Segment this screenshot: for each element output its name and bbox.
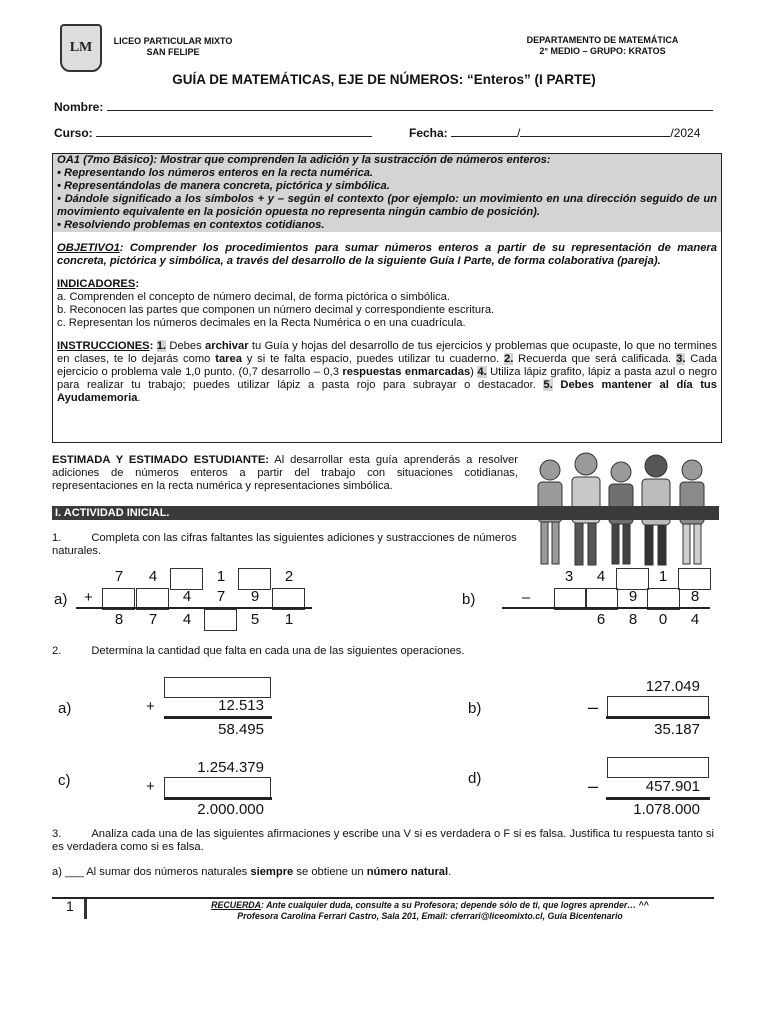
fecha-label: Fecha:: [409, 126, 448, 140]
digit: 8: [690, 588, 700, 605]
curso-label: Curso:: [54, 126, 93, 140]
q2a-label: a): [58, 700, 72, 717]
digit: 3: [564, 568, 574, 585]
q2c-label: c): [58, 772, 71, 789]
q1a-label: a): [54, 591, 68, 608]
digit: 4: [182, 611, 192, 628]
instr-number: 4.: [477, 366, 487, 378]
indicadores-block: [53, 278, 721, 330]
question-1: [52, 532, 518, 558]
instr-emphasis: archivar: [205, 340, 249, 352]
question-text: Completa con las cifras faltantes las siguientes adiciones y sustracciones de números naturales.: [52, 532, 517, 557]
digit: 9: [250, 588, 260, 605]
instr-text: Utiliza lápiz grafito, lápiz a pasta azul o negro para realizar tu trabajo; puedes utilizar lápiz a pasta rojo para subrayar o destacador.: [57, 366, 717, 391]
q3a-statement[interactable]: [52, 866, 714, 879]
q1b-grid: [554, 568, 710, 632]
q2d-given: 457.901: [645, 778, 700, 795]
fecha-year: /2024: [670, 126, 701, 140]
footer-text: [150, 900, 710, 922]
instr-emphasis: tarea: [215, 353, 242, 365]
digit: 6: [596, 611, 606, 628]
q2d-result: 1.078.000: [633, 801, 700, 818]
statement-emphasis: número natural: [366, 866, 449, 878]
sum-line: [76, 607, 312, 609]
indicador-item: c. Representan los números decimales en la Recta Numérica o en una cuadrícula.: [57, 317, 466, 329]
logo-text: LM: [69, 40, 93, 55]
indicadores-colon: :: [135, 278, 140, 290]
footer-line2: Profesora Carolina Ferrari Castro, Sala 201, Email: cferrari@liceomixto.cl, Guía Bicentenario: [237, 911, 623, 921]
q1b-label: b): [462, 591, 476, 608]
q2c-operator: +: [146, 778, 155, 795]
instr-number: 3.: [676, 353, 686, 365]
answer-box[interactable]: [616, 568, 649, 590]
digit: 1: [284, 611, 294, 628]
sum-line: [164, 797, 272, 800]
q2c-result: 2.000.000: [197, 801, 264, 818]
question-text: Analiza cada una de las siguientes afirmaciones y escribe una V si es verdadera o F si es falsa. Justifica tu respuesta tanto si es verdadera como si es falsa.: [52, 828, 714, 853]
nombre-field: [54, 99, 713, 114]
fecha-separator: /: [517, 126, 521, 140]
question-number: 3.: [52, 828, 62, 840]
oa-line: OA1 (7mo Básico): Mostrar que comprenden la adición y la sustracción de números enteros:: [57, 154, 551, 166]
instr-text: y si te falta espacio, puedes utilizar tu cuaderno.: [241, 353, 505, 365]
digit: 7: [114, 568, 124, 585]
oa-line: • Representando los números enteros en la recta numérica.: [57, 167, 374, 179]
digit: 4: [690, 611, 700, 628]
instr-text: Debes: [166, 340, 206, 352]
instr-number: 1.: [156, 340, 167, 352]
oa-block: [53, 154, 721, 232]
question-number: 2.: [52, 645, 62, 657]
statement-text: a) ___ Al sumar dos números naturales: [52, 866, 251, 878]
q2b-operator: –: [588, 697, 599, 717]
digit: 4: [182, 588, 192, 605]
sum-line: [164, 716, 272, 719]
q2a-result: 58.495: [218, 721, 264, 738]
q2d-label: d): [468, 770, 482, 787]
curso-field: [54, 125, 372, 140]
digit: 7: [148, 611, 158, 628]
q2c-answer-box[interactable]: [164, 777, 271, 798]
intro-text: Al desarrollar esta guía aprenderás a resolver adiciones de números enteros a partir del trabajo con situaciones cotidianas, representaciones en la recta numérica y representaciones simbólica.: [52, 454, 519, 492]
subtraction-line: [502, 607, 710, 609]
page-number: 1: [66, 898, 74, 914]
page-title: GUÍA DE MATEMÁTICAS, EJE DE NÚMEROS: “Enteros” (I PARTE): [172, 72, 596, 87]
school-logo: [60, 24, 102, 72]
nombre-label: Nombre:: [54, 100, 104, 114]
dept-line1: DEPARTAMENTO DE MATEMÁTICA: [526, 35, 679, 45]
fecha-field: [409, 125, 700, 140]
question-2: [52, 645, 652, 658]
question-text: Determina la cantidad que falta en cada una de las siguientes operaciones.: [91, 645, 465, 657]
q2b-label: b): [468, 700, 482, 717]
instrucciones-label: INSTRUCCIONES: [57, 340, 150, 352]
fecha-month-blank[interactable]: [520, 125, 670, 137]
digit: 1: [658, 568, 668, 585]
indicador-item: b. Reconocen las partes que componen un número decimal y correspondiente escritura.: [57, 304, 495, 316]
subtraction-line: [606, 716, 710, 719]
statement-emphasis: siempre: [250, 866, 294, 878]
fecha-day-blank[interactable]: [451, 125, 517, 137]
subtraction-line: [606, 797, 710, 800]
q2b-top: 127.049: [645, 678, 700, 695]
oa-line: • Representándolas de manera concreta, pictórica y simbólica.: [57, 180, 390, 192]
q2a-operator: +: [146, 698, 155, 715]
footer-line1: : Ante cualquier duda, consulte a su Profesora; depende sólo de ti, que logres aprender… ^^: [261, 900, 649, 910]
school-name: [108, 36, 238, 58]
nombre-blank[interactable]: [107, 99, 713, 111]
instrucciones-paragraph: INSTRUCCIONES: 1. Debes archivar tu Guía y hojas del desarrollo de tus ejercicios y problemas que ocupaste, lo que no termines en clases, te lo dejarás como tarea y si te falta espacio, puedes utilizar tu cuaderno. 2. Recuerda que será calificada. 3. Cada ejercicio o problema vale 1,0 punto. (0,7 desarrollo – 0,3 respuestas enmarcadas) 4. Utiliza lápiz grafito, lápiz a pasta azul o negro para realizar tu trabajo; puedes utilizar lápiz a pasta rojo para subrayar o destacador. 5. Debes mantener al día tus Ayudamemoria.: [57, 340, 718, 404]
department-info: [500, 35, 705, 57]
digit: 0: [658, 611, 668, 628]
school-line1: LICEO PARTICULAR MIXTO: [113, 36, 233, 46]
answer-box[interactable]: [238, 568, 271, 590]
page-number-bar: [84, 899, 87, 919]
digit: 1: [216, 568, 226, 585]
instr-text: Cada ejercicio o problema vale 1,0 punto. (0,7 desarrollo – 0,3: [57, 353, 718, 378]
digit: 5: [250, 611, 260, 628]
digit: 9: [628, 588, 638, 605]
oa-line: • Dándole significado a los símbolos + y – según el contexto (por ejemplo: un movimiento en una dirección seguido de un movimiento equivalente en la posición opuesta no representa ningún cambio de posición).: [57, 193, 717, 218]
instr-text: tu Guía y hojas del desarrollo de tus ejercicios y problemas que ocupaste, lo que no termines en clases, te lo dejarás como: [57, 340, 717, 365]
instr-number: 2.: [504, 353, 514, 365]
oa-line: • Resolviendo problemas en contextos cotidianos.: [57, 219, 325, 231]
q2d-operator: –: [588, 776, 599, 796]
digit: 2: [284, 568, 294, 585]
intro-heading: ESTIMADA Y ESTIMADO ESTUDIANTE:: [52, 454, 270, 466]
instr-number: 5.: [543, 379, 553, 391]
indicador-item: a. Comprenden el concepto de número decimal, de forma pictórica o simbólica.: [57, 291, 451, 303]
q1a-operator: +: [84, 589, 93, 606]
instr-emphasis: respuestas enmarcadas: [342, 366, 471, 378]
section-actividad-inicial: I. ACTIVIDAD INICIAL.: [52, 506, 719, 520]
digit: 8: [628, 611, 638, 628]
answer-box[interactable]: [170, 568, 203, 590]
q2c-top: 1.254.379: [197, 759, 264, 776]
q2a-answer-box[interactable]: [164, 677, 271, 698]
digit: 7: [216, 588, 226, 605]
q2b-answer-box[interactable]: [607, 696, 709, 717]
dept-line2: 2° MEDIO – GRUPO: KRATOS: [539, 46, 666, 56]
school-line2: SAN FELIPE: [146, 47, 200, 57]
objetivo-label: OBJETIVO1: [57, 242, 120, 254]
instr-text: Recuerda que será calificada.: [513, 353, 677, 365]
answer-box[interactable]: [204, 609, 237, 631]
instr-text: .: [137, 392, 141, 404]
q1a-grid: [102, 568, 312, 632]
curso-blank[interactable]: [96, 125, 372, 137]
digit: 8: [114, 611, 124, 628]
intro-paragraph: [52, 454, 518, 493]
q2d-answer-box[interactable]: [607, 757, 709, 778]
instr-emphasis: Debes mantener al día tus Ayudamemoria: [57, 379, 717, 404]
indicadores-label: INDICADORES: [57, 278, 136, 290]
objectives-box: [52, 153, 722, 443]
q1b-operator: –: [522, 589, 531, 606]
q2b-result: 35.187: [654, 721, 700, 738]
objetivo-paragraph: [53, 242, 721, 268]
footer-recuerda: RECUERDA: [211, 900, 262, 910]
statement-text: se obtiene un: [293, 866, 367, 878]
footer-divider: [52, 897, 714, 899]
answer-box[interactable]: [678, 568, 711, 590]
objetivo-text: : Comprender los procedimientos para sumar números enteros a partir de su representación de manera concreta, pictórica y simbólica, a través del desarrollo de la siguiente Guía I Parte, de forma colaborativa (pareja).: [57, 242, 717, 267]
question-3: [52, 828, 714, 854]
statement-text: .: [448, 866, 452, 878]
digit: 4: [596, 568, 606, 585]
instr-text: ): [470, 366, 478, 378]
question-number: 1.: [52, 532, 62, 544]
digit: 4: [148, 568, 158, 585]
q2a-given: 12.513: [218, 697, 264, 714]
